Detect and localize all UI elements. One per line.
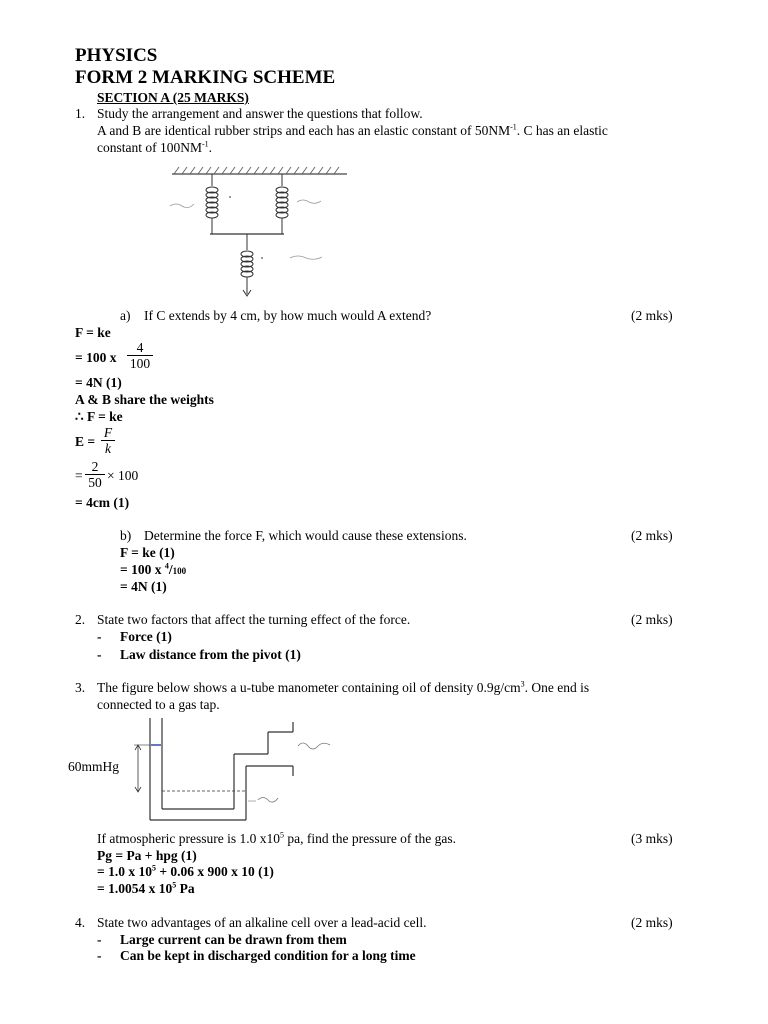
q4-bullet-1: - (97, 932, 102, 947)
q2-answer-2: Law distance from the pivot (1) (120, 647, 301, 662)
q2-number: 2. (75, 612, 86, 627)
q1a-answer-line1: F = ke (75, 325, 111, 340)
q1a-label: a) (120, 308, 131, 323)
q2-bullet-2: - (97, 647, 102, 662)
section-heading: SECTION A (25 MARKS) (97, 90, 249, 105)
q2-answer-1: Force (1) (120, 629, 172, 644)
q1b-answer-line2: = 100 x $^4$/100 (120, 561, 187, 577)
q1a-marks: (2 mks) (631, 308, 673, 323)
q1b-answer-line3: = 4N (1) (120, 579, 167, 594)
q1a-fraction-4-100: 4 100 (127, 340, 153, 371)
manometer-height-label: 60mmHg (68, 759, 120, 774)
q1a-fraction-2-50: 2 50 (85, 459, 105, 490)
q1b-label: b) (120, 528, 132, 543)
q1b-answer-line1: F = ke (1) (120, 545, 175, 560)
q1a-answer-line2: = 100 x (75, 350, 117, 365)
q3-text-line1: The figure below shows a u-tube manometer containing oil of density $0.9g/cm^3$. One end is (97, 679, 590, 695)
q1a-answer-line8: = 4cm (1) (75, 495, 130, 510)
q3-answer-line2: = 1.0 x $10^5 + 0.06$ x 900 x 10 (1) (97, 863, 274, 879)
q2-bullet-1: - (97, 629, 102, 644)
q4-answer-1: Large current can be drawn from them (120, 932, 347, 947)
q1-text-line2: constant of $100NM^{-1}$. (97, 139, 213, 155)
q2-marks: (2 mks) (631, 612, 673, 627)
q1a-answer-line7-prefix: = (75, 468, 83, 483)
q1a-fraction-f-k: F k (101, 425, 115, 456)
q1a-answer-line6: E = (75, 434, 96, 449)
q1b-question: Determine the force F, which would cause these extensions. (144, 528, 467, 543)
q1-intro: Study the arrangement and answer the questions that follow. (97, 106, 423, 121)
q4-question: State two advantages of an alkaline cell over a lead-acid cell. (97, 915, 427, 930)
q4-marks: (2 mks) (631, 915, 673, 930)
q4-bullet-2: - (97, 948, 102, 963)
q2-question: State two factors that affect the turning effect of the force. (97, 612, 411, 627)
manometer-figure (98, 714, 354, 826)
q3-answer-line3: = 1.0054 x $10^5$ Pa (97, 880, 195, 896)
springs-figure (162, 162, 354, 302)
q3-answer-line1: Pg = Pa + hpg (1) (97, 848, 197, 863)
q1a-answer-line3: = 4N (1) (75, 375, 122, 390)
q3-question: If atmospheric pressure is 1.0 $x10^5$ pa, find the pressure of the gas. (97, 830, 457, 846)
q1a-answer-line7-suffix: × 100 (107, 468, 139, 483)
q3-marks: (3 mks) (631, 831, 673, 846)
q4-number: 4. (75, 915, 86, 930)
q1a-question: If C extends by 4 cm, by how much would A extend? (144, 308, 432, 323)
q1a-answer-line5: ∴ F = ke (75, 409, 123, 424)
paper-title: FORM 2 MARKING SCHEME (75, 67, 336, 88)
q3-text-line2: connected to a gas tap. (97, 697, 220, 712)
q1a-answer-line4: A & B share the weights (75, 392, 214, 407)
q1b-marks: (2 mks) (631, 528, 673, 543)
q1-number: 1. (75, 106, 86, 121)
q1-text-line1: A and B are identical rubber strips and each has an elastic constant of $50NM^{-1}$. C has an elastic (97, 122, 608, 138)
q3-number: 3. (75, 680, 86, 695)
subject-title: PHYSICS (75, 45, 158, 66)
q4-answer-2: Can be kept in discharged condition for a long time (120, 948, 416, 963)
